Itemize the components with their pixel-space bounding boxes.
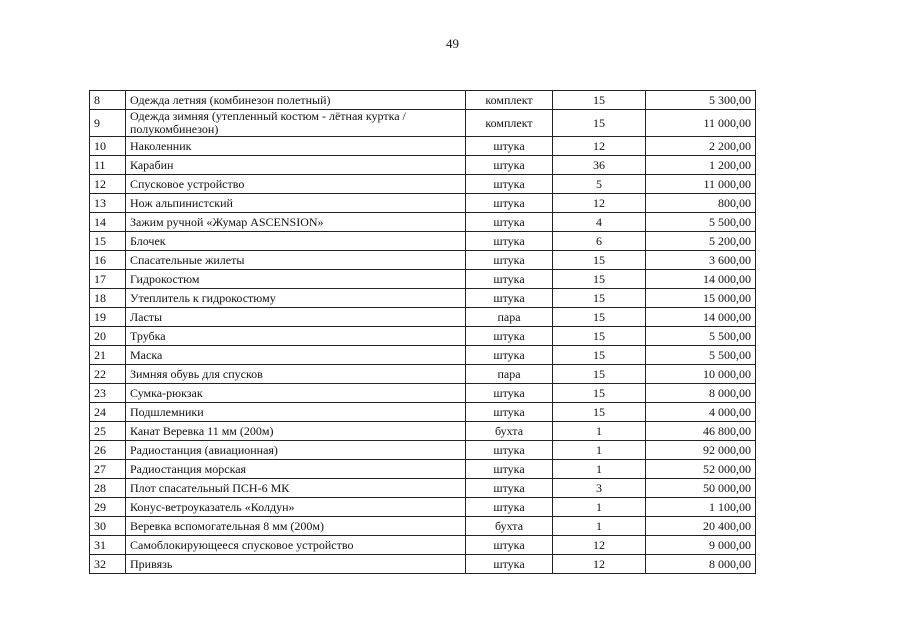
price-cell: 2 200,00 [646, 137, 756, 156]
unit-cell: штука [466, 327, 553, 346]
quantity-cell: 15 [553, 403, 646, 422]
table-row [90, 517, 756, 536]
row-number-cell: 23 [90, 384, 126, 403]
item-name-cell: Подшлемники [126, 403, 466, 422]
unit-cell: штука [466, 498, 553, 517]
table-row [90, 289, 756, 308]
item-name-cell: Ласты [126, 308, 466, 327]
quantity-cell: 12 [553, 536, 646, 555]
price-cell: 50 000,00 [646, 479, 756, 498]
price-cell: 9 000,00 [646, 536, 756, 555]
row-number-cell: 20 [90, 327, 126, 346]
row-number-cell: 29 [90, 498, 126, 517]
quantity-cell: 12 [553, 137, 646, 156]
row-number-cell: 17 [90, 270, 126, 289]
row-number-cell: 24 [90, 403, 126, 422]
unit-cell: штука [466, 460, 553, 479]
row-number-cell: 15 [90, 232, 126, 251]
table-row [90, 308, 756, 327]
table-row [90, 536, 756, 555]
unit-cell: штука [466, 213, 553, 232]
row-number-cell: 21 [90, 346, 126, 365]
quantity-cell: 6 [553, 232, 646, 251]
item-name-cell: Сумка-рюкзак [126, 384, 466, 403]
table-row [90, 91, 756, 110]
item-name-cell: Блочек [126, 232, 466, 251]
table-row [90, 251, 756, 270]
quantity-cell: 3 [553, 479, 646, 498]
unit-cell: штука [466, 441, 553, 460]
row-number-cell: 8 [90, 91, 126, 110]
quantity-cell: 15 [553, 91, 646, 110]
table-row [90, 384, 756, 403]
price-cell: 8 000,00 [646, 384, 756, 403]
item-name-cell: Веревка вспомогательная 8 мм (200м) [126, 517, 466, 536]
table-row [90, 194, 756, 213]
table-row [90, 479, 756, 498]
item-name-cell: Плот спасательный ПСН-6 МК [126, 479, 466, 498]
item-name-cell: Конус-ветроуказатель «Колдун» [126, 498, 466, 517]
unit-cell: штука [466, 289, 553, 308]
row-number-cell: 12 [90, 175, 126, 194]
item-name-cell: Трубка [126, 327, 466, 346]
table-row [90, 270, 756, 289]
unit-cell: штука [466, 137, 553, 156]
price-cell: 52 000,00 [646, 460, 756, 479]
page-number: 49 [446, 36, 459, 51]
row-number-cell: 13 [90, 194, 126, 213]
price-cell: 1 200,00 [646, 156, 756, 175]
item-name-cell: Самоблокирующееся спусковое устройство [126, 536, 466, 555]
quantity-cell: 1 [553, 498, 646, 517]
unit-cell: штука [466, 536, 553, 555]
quantity-cell: 1 [553, 460, 646, 479]
price-cell: 20 400,00 [646, 517, 756, 536]
quantity-cell: 15 [553, 110, 646, 137]
price-cell: 5 500,00 [646, 346, 756, 365]
row-number-cell: 31 [90, 536, 126, 555]
table-row [90, 498, 756, 517]
unit-cell: штука [466, 555, 553, 574]
table-body [90, 91, 756, 574]
item-name-cell: Одежда летняя (комбинезон полетный) [126, 91, 466, 110]
quantity-cell: 1 [553, 422, 646, 441]
unit-cell: комплект [466, 110, 553, 137]
row-number-cell: 11 [90, 156, 126, 175]
quantity-cell: 12 [553, 555, 646, 574]
table-row [90, 422, 756, 441]
row-number-cell: 27 [90, 460, 126, 479]
table-row [90, 137, 756, 156]
row-number-cell: 30 [90, 517, 126, 536]
quantity-cell: 5 [553, 175, 646, 194]
unit-cell: штука [466, 251, 553, 270]
equipment-table [89, 90, 756, 574]
unit-cell: штука [466, 194, 553, 213]
table-row [90, 403, 756, 422]
item-name-cell: Спусковое устройство [126, 175, 466, 194]
quantity-cell: 4 [553, 213, 646, 232]
unit-cell: штука [466, 346, 553, 365]
item-name-cell: Утеплитель к гидрокостюму [126, 289, 466, 308]
item-name-cell: Спасательные жилеты [126, 251, 466, 270]
table-row [90, 156, 756, 175]
unit-cell: штука [466, 384, 553, 403]
quantity-cell: 36 [553, 156, 646, 175]
price-cell: 5 500,00 [646, 213, 756, 232]
price-cell: 4 000,00 [646, 403, 756, 422]
price-cell: 3 600,00 [646, 251, 756, 270]
quantity-cell: 12 [553, 194, 646, 213]
price-cell: 10 000,00 [646, 365, 756, 384]
table-row [90, 460, 756, 479]
table-row [90, 346, 756, 365]
item-name-cell: Карабин [126, 156, 466, 175]
item-name-cell: Зимняя обувь для спусков [126, 365, 466, 384]
quantity-cell: 15 [553, 365, 646, 384]
row-number-cell: 32 [90, 555, 126, 574]
price-cell: 15 000,00 [646, 289, 756, 308]
item-name-cell: Одежда зимняя (утепленный костюм - лётная куртка / полукомбинезон) [126, 110, 466, 137]
quantity-cell: 15 [553, 251, 646, 270]
item-name-cell: Маска [126, 346, 466, 365]
row-number-cell: 9 [90, 110, 126, 137]
unit-cell: штука [466, 156, 553, 175]
unit-cell: штука [466, 175, 553, 194]
item-name-cell: Привязь [126, 555, 466, 574]
quantity-cell: 1 [553, 517, 646, 536]
row-number-cell: 14 [90, 213, 126, 232]
price-cell: 5 300,00 [646, 91, 756, 110]
unit-cell: пара [466, 308, 553, 327]
price-cell: 5 200,00 [646, 232, 756, 251]
unit-cell: пара [466, 365, 553, 384]
row-number-cell: 26 [90, 441, 126, 460]
row-number-cell: 22 [90, 365, 126, 384]
item-name-cell: Нож альпинистский [126, 194, 466, 213]
price-cell: 11 000,00 [646, 110, 756, 137]
quantity-cell: 15 [553, 270, 646, 289]
table-row [90, 441, 756, 460]
unit-cell: бухта [466, 422, 553, 441]
price-cell: 46 800,00 [646, 422, 756, 441]
item-name-cell: Наколенник [126, 137, 466, 156]
price-cell: 8 000,00 [646, 555, 756, 574]
table-row [90, 110, 756, 137]
table-row [90, 175, 756, 194]
quantity-cell: 1 [553, 441, 646, 460]
row-number-cell: 28 [90, 479, 126, 498]
item-name-cell: Радиостанция (авиационная) [126, 441, 466, 460]
price-cell: 5 500,00 [646, 327, 756, 346]
quantity-cell: 15 [553, 308, 646, 327]
price-cell: 14 000,00 [646, 308, 756, 327]
quantity-cell: 15 [553, 327, 646, 346]
row-number-cell: 25 [90, 422, 126, 441]
unit-cell: штука [466, 270, 553, 289]
price-cell: 11 000,00 [646, 175, 756, 194]
unit-cell: штука [466, 232, 553, 251]
table-row [90, 365, 756, 384]
unit-cell: бухта [466, 517, 553, 536]
table-row [90, 232, 756, 251]
item-name-cell: Гидрокостюм [126, 270, 466, 289]
row-number-cell: 16 [90, 251, 126, 270]
item-name-cell: Канат Веревка 11 мм (200м) [126, 422, 466, 441]
price-cell: 1 100,00 [646, 498, 756, 517]
item-name-cell: Радиостанция морская [126, 460, 466, 479]
unit-cell: штука [466, 403, 553, 422]
table-row [90, 555, 756, 574]
price-cell: 800,00 [646, 194, 756, 213]
table-row [90, 327, 756, 346]
quantity-cell: 15 [553, 346, 646, 365]
row-number-cell: 18 [90, 289, 126, 308]
price-cell: 92 000,00 [646, 441, 756, 460]
unit-cell: комплект [466, 91, 553, 110]
row-number-cell: 19 [90, 308, 126, 327]
quantity-cell: 15 [553, 384, 646, 403]
quantity-cell: 15 [553, 289, 646, 308]
table-row [90, 213, 756, 232]
unit-cell: штука [466, 479, 553, 498]
price-cell: 14 000,00 [646, 270, 756, 289]
item-name-cell: Зажим ручной «Жумар ASCENSION» [126, 213, 466, 232]
row-number-cell: 10 [90, 137, 126, 156]
